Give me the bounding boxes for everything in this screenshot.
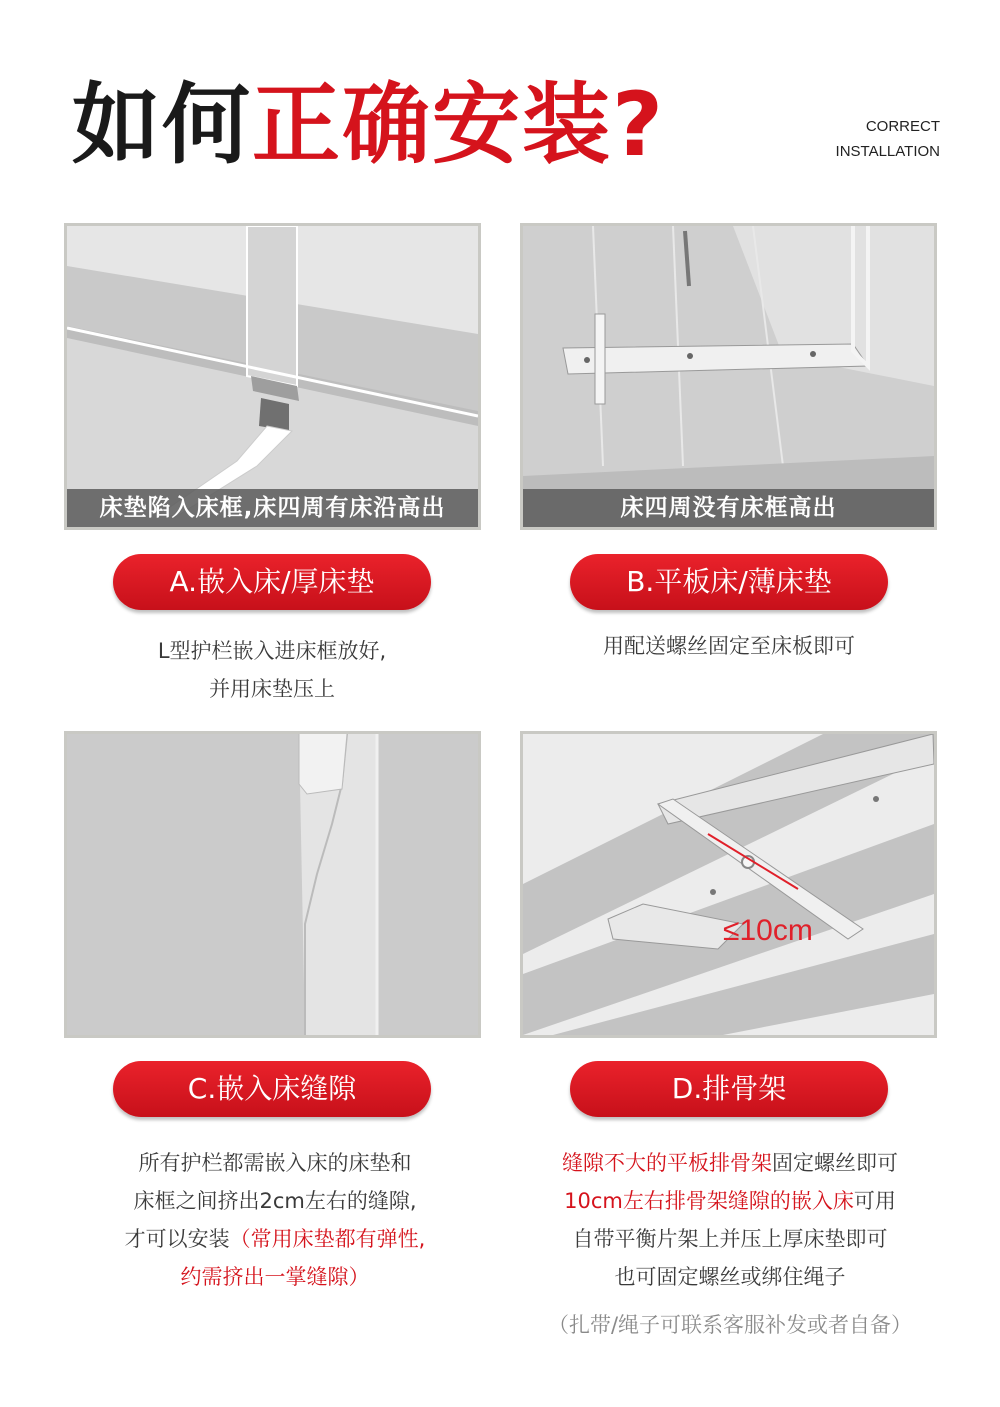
panel-d-desc-line4: 也可固定螺丝或绑住绳子 — [614, 1265, 846, 1289]
embedded-bed-illustration — [67, 226, 478, 527]
flat-bed-button[interactable]: B.平板床/薄床垫 — [570, 554, 888, 610]
panel-a-desc-line2: 并用床垫压上 — [209, 677, 335, 701]
panel-d-note: （扎带/绳子可联系客服补发或者自备） — [547, 1313, 913, 1337]
panel-d-desc-line2-red: 10cm左右排骨架缝隙的嵌入床 — [564, 1189, 854, 1213]
panel-c-desc-line3 — [70, 1220, 480, 1258]
flat-bed-illustration — [523, 226, 934, 527]
gap-dimension-label: ≤10cm — [723, 914, 813, 947]
panel-c-desc-line1: 所有护栏都需嵌入床的床垫和 — [138, 1151, 412, 1175]
panel-d-desc-line2 — [510, 1182, 950, 1220]
panel-a-desc-line1: L型护栏嵌入进床框放好, — [157, 639, 387, 663]
bed-gap-button[interactable]: C.嵌入床缝隙 — [113, 1061, 431, 1117]
panel-a-description — [113, 632, 431, 708]
english-subtitle — [836, 114, 940, 164]
slatted-frame-button[interactable]: D.排骨架 — [570, 1061, 888, 1117]
title-red-part: 正确安装? — [252, 73, 666, 176]
english-subtitle-line1: CORRECT — [865, 118, 940, 135]
title-dark-part: 如何 — [72, 73, 253, 176]
panel-c-desc-line3-plain: 才可以安装 — [124, 1227, 230, 1251]
illustration-panel-a — [64, 223, 481, 530]
embedded-bed-button[interactable]: A.嵌入床/厚床垫 — [113, 554, 431, 610]
panel-c-desc-line4: 约需挤出一掌缝隙） — [180, 1265, 370, 1289]
panel-b-caption: 床四周没有床框高出 — [523, 489, 934, 527]
panel-c-desc-line3-red: （常用床垫都有弹性, — [229, 1227, 426, 1251]
panel-c-desc-line2: 床框之间挤出2cm左右的缝隙, — [133, 1189, 417, 1213]
panel-d-desc-line1-red: 缝隙不大的平板排骨架 — [562, 1151, 772, 1175]
panel-d-desc-line1-plain: 固定螺丝即可 — [772, 1151, 898, 1175]
panel-d-desc-line3: 自带平衡片架上并压上厚床垫即可 — [572, 1227, 888, 1251]
panel-b-description — [540, 627, 918, 665]
slatted-frame-illustration — [523, 734, 934, 1035]
panel-d-desc-line2-plain: 可用 — [853, 1189, 896, 1213]
panel-d-desc-line1 — [510, 1144, 950, 1182]
english-subtitle-line2: INSTALLATION — [835, 143, 940, 160]
panel-a-caption: 床垫陷入床框,床四周有床沿高出 — [67, 489, 478, 527]
panel-d-description — [510, 1144, 950, 1344]
panel-c-description — [70, 1144, 480, 1296]
panel-b-desc-line1: 用配送螺丝固定至床板即可 — [603, 634, 855, 658]
illustration-panel-d — [520, 731, 937, 1038]
gap-insert-illustration — [67, 734, 478, 1035]
page-title — [72, 70, 665, 180]
illustration-panel-b — [520, 223, 937, 530]
illustration-panel-c — [64, 731, 481, 1038]
